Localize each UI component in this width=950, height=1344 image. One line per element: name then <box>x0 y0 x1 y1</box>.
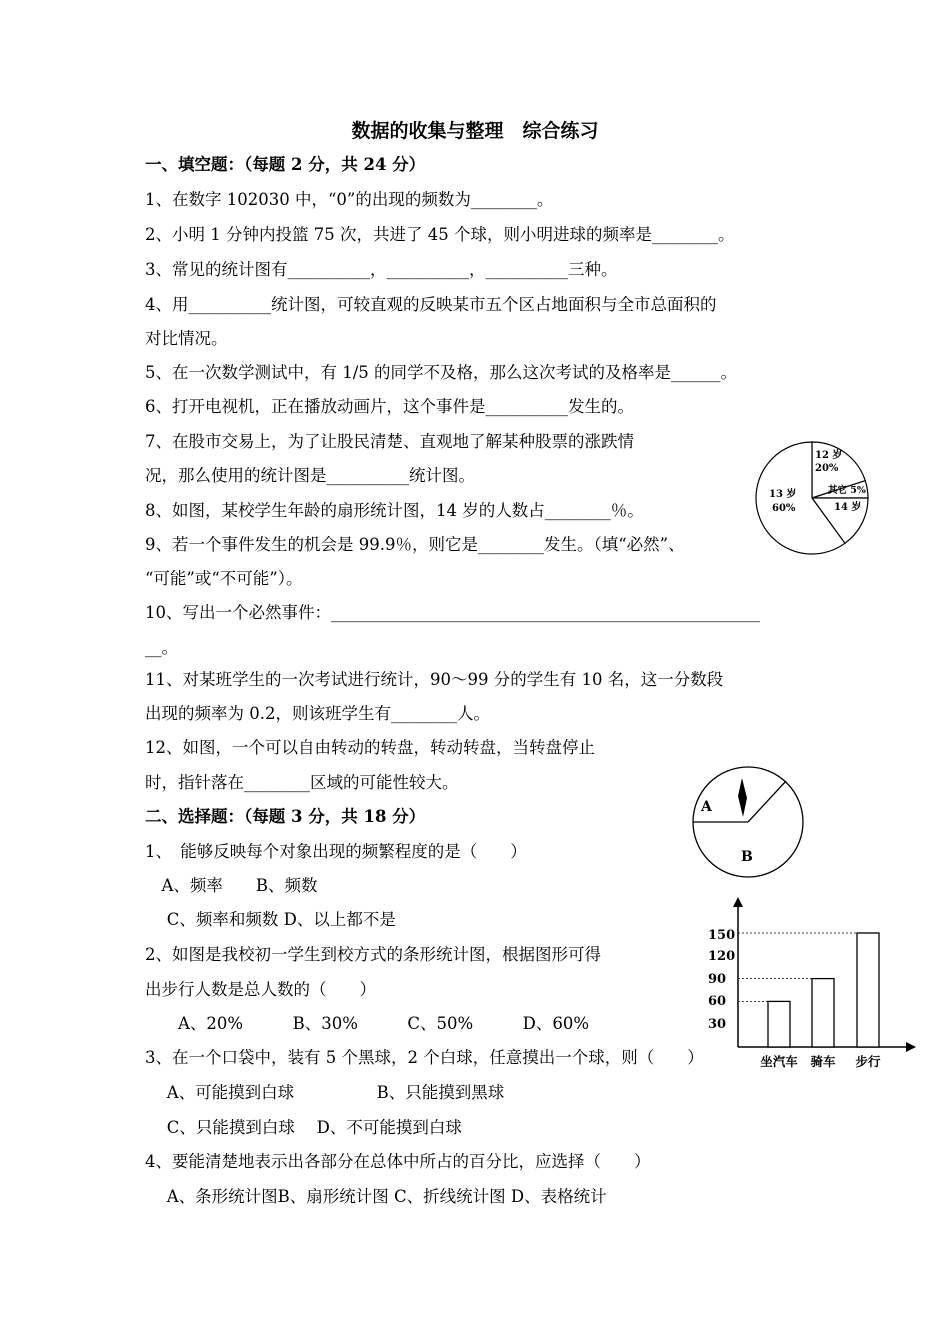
pie-label-13: 13 岁 <box>769 489 797 500</box>
option-line: A、20% B、30% C、50% D、60% <box>145 1014 590 1033</box>
question-line: 况，那么使用的统计图是__________统计图。 <box>145 466 475 485</box>
question-line: 5、在一次数学测试中，有 1/5 的同学不及格，那么这次考试的及格率是______。 <box>145 363 738 382</box>
spinner-divider-right <box>748 781 786 822</box>
question-line: 1、在数字 102030 中，“0”的出现的频数为________。 <box>145 190 554 209</box>
page-title: 数据的收集与整理 综合练习 <box>351 120 599 142</box>
bar <box>812 979 834 1047</box>
question-line: 2、如图是我校初一学生到校方式的条形统计图，根据图形可得 <box>145 945 601 964</box>
question-line: “可能”或“不可能”）。 <box>145 569 303 588</box>
spinner-label-b: B <box>741 849 753 865</box>
question-line: 4、要能清楚地表示出各部分在总体中所占的百分比，应选择（ ） <box>145 1152 651 1171</box>
question-line: 9、若一个事件发生的机会是 99.9％，则它是________发生。（填“必然”、 <box>145 535 685 554</box>
y-tick-label: 120 <box>708 949 736 964</box>
y-tick-label: 150 <box>708 928 736 943</box>
question-line: __。 <box>145 638 178 657</box>
pie-label-other: 其它 5% <box>828 485 866 496</box>
spinner-figure <box>690 765 810 880</box>
question-line: 对比情况。 <box>145 329 228 348</box>
question-line: 2、小明 1 分钟内投篮 75 次，共进了 45 个球，则小明进球的频率是________。 <box>145 225 735 244</box>
pie-pct-12: 20% <box>815 463 839 474</box>
option-line: A、可能摸到白球 B、只能摸到黑球 <box>145 1083 505 1102</box>
pie-label-14: 14 岁 <box>834 502 862 513</box>
spinner-pointer <box>738 778 747 817</box>
commute-bar-chart <box>700 895 925 1075</box>
question-line: 4、用__________统计图，可较直观的反映某市五个区占地面积与全市总面积的 <box>145 295 717 314</box>
question-line: 1、 能够反映每个对象出现的频繁程度的是（ ） <box>145 842 527 861</box>
question-line: 3、在一个口袋中，装有 5 个黑球，2 个白球，任意摸出一个球，则（ ） <box>145 1048 704 1067</box>
question-line: 10、写出一个必然事件：____________________________________________________ <box>145 603 760 622</box>
question-line: 6、打开电视机，正在播放动画片，这个事件是__________发生的。 <box>145 397 634 416</box>
option-line: A、条形统计图B、扇形统计图 C、折线统计图 D、表格统计 <box>145 1187 607 1206</box>
age-pie-chart <box>752 440 872 558</box>
y-axis-arrow <box>733 897 743 907</box>
section-heading-multiple-choice: 二、选择题：（每题 3 分，共 18 分） <box>145 807 426 826</box>
option-line: C、频率和频数 D、以上都不是 <box>145 910 396 929</box>
option-line: C、只能摸到白球 D、不可能摸到白球 <box>145 1118 462 1137</box>
question-line: 11、对某班学生的一次考试进行统计，90～99 分的学生有 10 名，这一分数段 <box>145 670 724 689</box>
question-line: 3、常见的统计图有__________，__________，__________三种。 <box>145 260 618 279</box>
y-tick-label: 60 <box>708 994 727 1009</box>
option-line: A、频率 B、频数 <box>145 876 318 895</box>
x-category-label: 骑车 <box>810 1054 836 1069</box>
x-category-label: 坐汽车 <box>760 1054 798 1069</box>
question-line: 时，指针落在________区域的可能性较大。 <box>145 773 459 792</box>
pie-pct-13: 60% <box>772 503 796 514</box>
option-line: 出步行人数是总人数的（ ） <box>145 980 376 999</box>
question-line: 出现的频率为 0.2，则该班学生有________人。 <box>145 704 490 723</box>
y-tick-label: 90 <box>708 972 727 987</box>
section-heading-fill-blank: 一、填空题：（每题 2 分，共 24 分） <box>145 155 426 174</box>
pie-label-12: 12 岁 <box>815 450 843 461</box>
question-line: 7、在股市交易上，为了让股民清楚、直观地了解某种股票的涨跌情 <box>145 432 634 451</box>
spinner-label-a: A <box>701 799 712 815</box>
question-line: 12、如图，一个可以自由转动的转盘，转动转盘，当转盘停止 <box>145 738 595 757</box>
y-tick-label: 30 <box>708 1017 727 1032</box>
x-category-label: 步行 <box>855 1054 881 1069</box>
x-axis-arrow <box>906 1042 916 1052</box>
question-line: 8、如图，某校学生年龄的扇形统计图，14 岁的人数占________％。 <box>145 501 644 520</box>
bar <box>768 1001 790 1047</box>
bar <box>857 933 879 1047</box>
